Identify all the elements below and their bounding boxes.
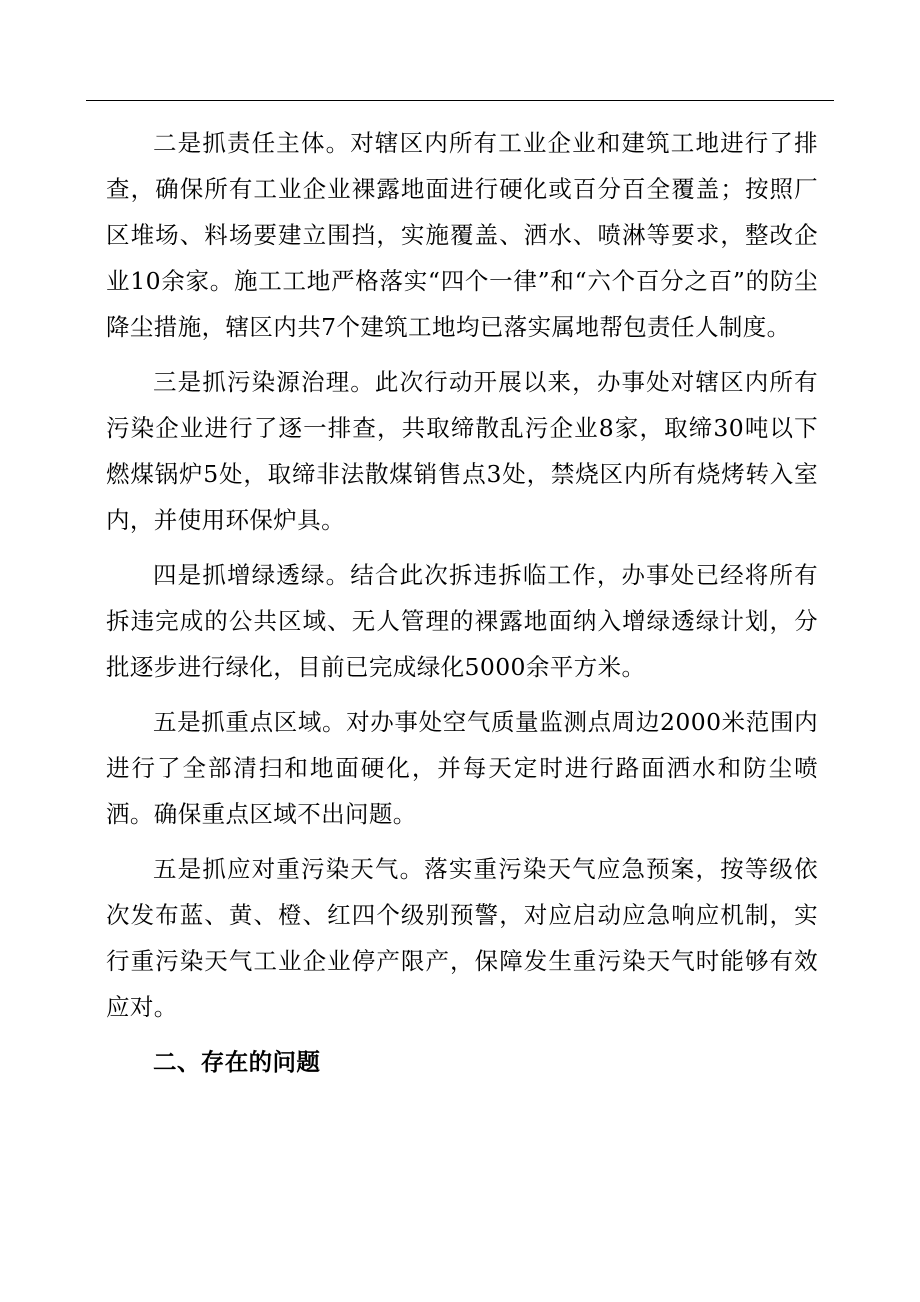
paragraph-heavy-pollution: 五是抓应对重污染天气。落实重污染天气应急预案，按等级依次发布蓝、黄、橙、红四个级别预警，对应启动应急响应机制，实行重污染天气工业企业停产限产，保障发生重污染天气时能够有效应对。 bbox=[106, 855, 818, 1021]
document-body bbox=[106, 120, 818, 1085]
paragraph-responsibility: 二是抓责任主体。对辖区内所有工业企业和建筑工地进行了排查，确保所有工业企业裸露地面进行硬化或百分百全覆盖；按照厂区堆场、料场要建立围挡，实施覆盖、洒水、喷淋等要求，整改企业10余家。施工工地严格落实“四个一律”和“六个百分之百”的防尘降尘措施，辖区内共7个建筑工地均已落实属地帮包责任人制度。 bbox=[106, 129, 818, 341]
header-rule bbox=[86, 100, 834, 101]
paragraph-pollution-source: 三是抓污染源治理。此次行动开展以来，办事处对辖区内所有污染企业进行了逐一排查，共取缔散乱污企业8家，取缔30吨以下燃煤锅炉5处，取缔非法散煤销售点3处，禁烧区内所有烧烤转入室内，并使用环保炉具。 bbox=[106, 368, 818, 534]
paragraph-key-areas: 五是抓重点区域。对办事处空气质量监测点周边2000米范围内进行了全部清扫和地面硬化，并每天定时进行路面洒水和防尘喷洒。确保重点区域不出问题。 bbox=[106, 708, 818, 828]
section-heading: 二、存在的问题 bbox=[153, 1048, 321, 1076]
paragraph-greening: 四是抓增绿透绿。结合此次拆违拆临工作，办事处已经将所有拆违完成的公共区域、无人管理的裸露地面纳入增绿透绿计划，分批逐步进行绿化，目前已完成绿化5000余平方米。 bbox=[106, 561, 818, 681]
